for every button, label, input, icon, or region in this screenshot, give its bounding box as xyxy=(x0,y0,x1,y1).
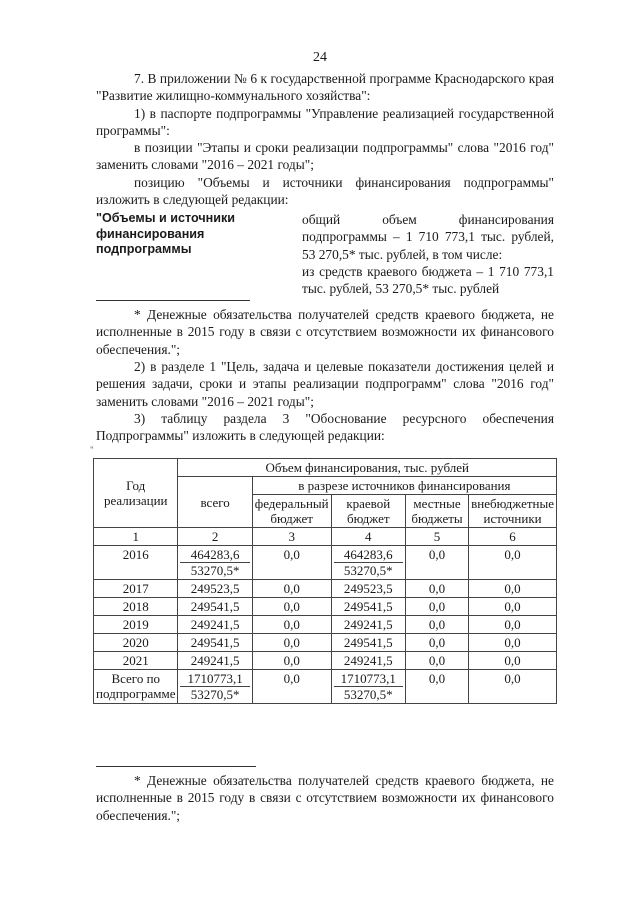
header-regional: краевой бюджет xyxy=(331,495,405,528)
row-extra: 0,0 xyxy=(469,598,557,616)
financing-table xyxy=(93,458,557,704)
header-year: Год реализации xyxy=(94,459,178,528)
paragraph: 7. В приложении № 6 к государственной программе Краснодарского края "Развитие жилищно-коммунального хозяйства": xyxy=(96,71,554,104)
column-number: 5 xyxy=(405,528,468,546)
table-row xyxy=(94,580,557,598)
row-regional: 249523,5 xyxy=(331,580,405,598)
row-federal: 0,0 xyxy=(252,670,331,704)
header-extra: внебюджетные источники xyxy=(469,495,557,528)
row-federal: 0,0 xyxy=(252,580,331,598)
table-header-row xyxy=(94,459,557,477)
row-local: 0,0 xyxy=(405,652,468,670)
row-local: 0,0 xyxy=(405,546,468,580)
row-federal: 0,0 xyxy=(252,652,331,670)
table-row xyxy=(94,598,557,616)
passport-value xyxy=(302,211,554,297)
row-regional: 249241,5 xyxy=(331,652,405,670)
row-year: 2020 xyxy=(94,634,178,652)
paragraph: 2) в разделе 1 "Цель, задача и целевые показатели достижения целей и решения задачи, сроки и этапы реализации подпрограмм" слова "2016 год" заменить словами "2016 – 2021 годы"; xyxy=(96,359,554,409)
regional-value: 464283,6 xyxy=(343,547,393,562)
total-extra-value: 53270,5* xyxy=(180,686,249,702)
passport-value-line: из средств краевого бюджета – 1 710 773,1 тыс. рублей, 53 270,5* тыс. рублей xyxy=(302,263,554,297)
row-year: 2016 xyxy=(94,546,178,580)
header-by-source: в разрезе источников финансирования xyxy=(252,477,556,495)
table-row xyxy=(94,616,557,634)
table-row-total xyxy=(94,670,557,704)
row-federal: 0,0 xyxy=(252,634,331,652)
row-total xyxy=(178,546,252,580)
row-federal: 0,0 xyxy=(252,598,331,616)
middle-paragraphs xyxy=(96,358,554,444)
header-federal: федеральный бюджет xyxy=(252,495,331,528)
row-local: 0,0 xyxy=(405,634,468,652)
header-volume: Объем финансирования, тыс. рублей xyxy=(178,459,557,477)
row-regional xyxy=(331,546,405,580)
row-extra: 0,0 xyxy=(469,546,557,580)
row-total: 249541,5 xyxy=(178,598,252,616)
footnote-block xyxy=(96,772,554,824)
paragraph: 3) таблицу раздела 3 "Обоснование ресурсного обеспечения Подпрограммы" изложить в следующей редакции: xyxy=(96,410,554,444)
top-paragraphs xyxy=(96,70,554,208)
row-local: 0,0 xyxy=(405,580,468,598)
row-total: 249523,5 xyxy=(178,580,252,598)
table-open-quote: " xyxy=(90,445,94,455)
row-year: 2018 xyxy=(94,598,178,616)
row-total: 249541,5 xyxy=(178,634,252,652)
paragraph: позицию "Объемы и источники финансирования подпрограммы" изложить в следующей редакции: xyxy=(96,174,554,208)
footnote-separator xyxy=(96,300,250,301)
header-total: всего xyxy=(178,477,252,528)
row-total: 249241,5 xyxy=(178,616,252,634)
column-number: 3 xyxy=(252,528,331,546)
footnote-separator xyxy=(96,766,256,767)
column-number: 6 xyxy=(469,528,557,546)
column-number: 2 xyxy=(178,528,252,546)
row-regional: 249541,5 xyxy=(331,598,405,616)
page-number: 24 xyxy=(313,50,327,65)
column-number: 4 xyxy=(331,528,405,546)
paragraph: в позиции "Этапы и сроки реализации подпрограммы" слова "2016 год" заменить словами "2016 – 2021 годы"; xyxy=(96,140,554,173)
row-extra: 0,0 xyxy=(469,670,557,704)
header-local: местные бюджеты xyxy=(405,495,468,528)
row-federal: 0,0 xyxy=(252,616,331,634)
row-extra: 0,0 xyxy=(469,616,557,634)
row-extra: 0,0 xyxy=(469,634,557,652)
row-total xyxy=(178,670,252,704)
footnote: * Денежные обязательства получателей средств краевого бюджета, не исполненные в 2015 году в связи с отсутствием возможности их финансового обеспечения."; xyxy=(96,773,554,823)
footnote: * Денежные обязательства получателей средств краевого бюджета, не исполненные в 2015 году в связи с отсутствием возможности их финансового обеспечения."; xyxy=(96,307,554,357)
row-federal: 0,0 xyxy=(252,546,331,580)
total-value: 1710773,1 xyxy=(187,671,243,686)
regional-value: 1710773,1 xyxy=(340,671,396,686)
row-local: 0,0 xyxy=(405,616,468,634)
row-total: 249241,5 xyxy=(178,652,252,670)
regional-extra-value: 53270,5* xyxy=(334,686,403,702)
row-year: 2019 xyxy=(94,616,178,634)
footnote-block xyxy=(96,306,554,358)
column-number-row xyxy=(94,528,557,546)
table-row xyxy=(94,652,557,670)
row-extra: 0,0 xyxy=(469,652,557,670)
passport-label: "Объемы и источники финансирования подпрограммы xyxy=(96,211,236,256)
row-extra: 0,0 xyxy=(469,580,557,598)
total-value: 464283,6 xyxy=(190,547,240,562)
row-regional xyxy=(331,670,405,704)
table-row xyxy=(94,546,557,580)
row-regional: 249241,5 xyxy=(331,616,405,634)
total-extra-value: 53270,5* xyxy=(180,562,249,578)
passport-value-line: общий объем финансирования подпрограммы – 1 710 773,1 тыс. рублей, 53 270,5* тыс. рублей, в том числе: xyxy=(302,212,554,262)
row-local: 0,0 xyxy=(405,598,468,616)
paragraph: 1) в паспорте подпрограммы "Управление реализацией государственной программы": xyxy=(96,105,554,138)
column-number: 1 xyxy=(94,528,178,546)
row-year: 2017 xyxy=(94,580,178,598)
row-regional: 249541,5 xyxy=(331,634,405,652)
row-year: 2021 xyxy=(94,652,178,670)
row-local: 0,0 xyxy=(405,670,468,704)
regional-extra-value: 53270,5* xyxy=(334,562,403,578)
row-year: Всего по подпрограмме xyxy=(94,670,178,704)
table-row xyxy=(94,634,557,652)
